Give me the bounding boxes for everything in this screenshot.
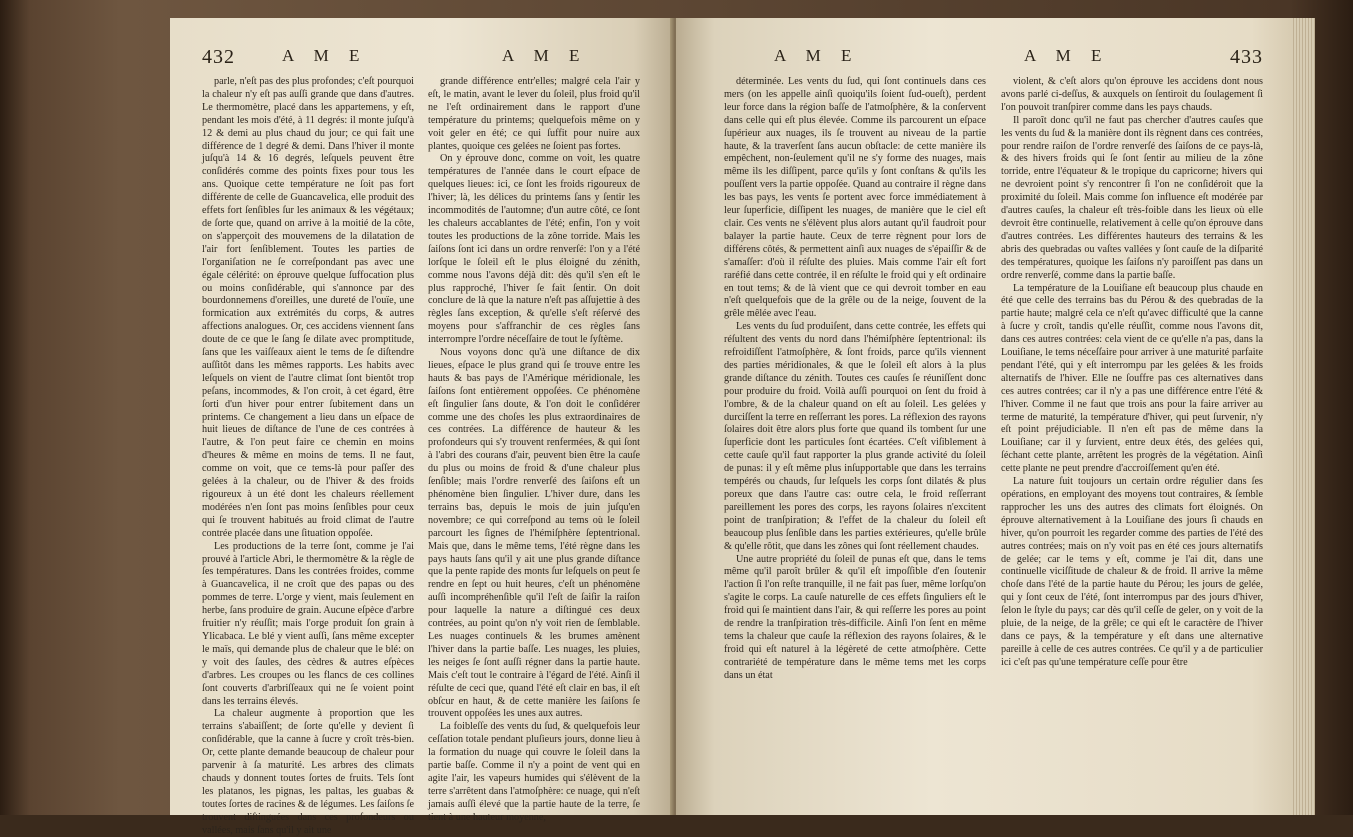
right-page-number: 433	[1230, 46, 1263, 68]
paragraph: Les vents du ſud produiſent, dans cette contrée, les effets qui réſultent des vents du nord dans l'hémiſphère ſeptentrional: ils refroidiſſent l'atmoſphère, & ſont froids, parce qu'ils viennent des parties méridionales, & que le ſoleil eſt alors à la plus grande diſtance du zénith. Toutes ces cauſes ſe réuniſſent donc pour produire du froid. Voilà auſſi pourquoi on ſent du froid à l'ombre, & de la chaleur quand on eſt au ſoleil. Les gelées y durciſſent la terre en reſſerrant les pores. La réflexion des rayons ſolaires doit être alors plus forte que quand ils tombent ſur une ſuperficie dont les particules ſont écartées. C'eſt viſiblement à cette cauſe qu'il faut rapporter la plus grande activité du ſoleil de punas: il y eſt même plus inſupportable que dans les terrains tempérés ou chauds, ſur leſquels les corps ſont dilatés & plus poreux que dans l'autre cas: outre cela, le froid reſſerrant pareillement les pores des corps, les rayons ſolaires n'excitent point de tranſpiration; & l'effet de la chaleur du ſoleil eſt beaucoup plus ſenſible dans les parties extérieures, qu'elle brûle & qu'elle rôtit, que dans les zônes qui ſont réellement chaudes.	[724, 321, 986, 552]
paragraph: La foibleſſe des vents du ſud, & quelquefois leur ceſſation totale pendant pluſieurs jours, donne lieu à la formation du nuage qui couvre le ſoleil dans la partie baſſe. Comme il n'y a point de vent qui en agite l'air, les vapeurs humides qui s'élèvent de la terre s'arrêtent dans l'atmoſphère: ce nuage, qui n'eſt jamais auſſi élevé que la partie haute de la terre, ſe tient à une hauteur moyenne,	[428, 721, 640, 823]
paragraph: Il paroît donc qu'il ne faut pas chercher d'autres cauſes que les vents du ſud & la manière dont ils règnent dans ces contrées, pour rendre raiſon de l'ordre renverſé des ſaiſons de ce pays-là, & des hivers froids qui ſe ſont ſentir au milieu de la zône torride, entre l'équateur & le tropique du capricorne; hivers qui ne devroient point s'y rencontrer ſi l'on ne conſidéroit que la proximité du ſoleil. Mais comme ſon influence eſt modérée par d'autres cauſes, la chaleur eſt très-foible dans les lieux où elle devroit être continuelle, relativement à celle qu'on éprouve dans d'autres contrées. Les différentes hauteurs des terrains & les abris des quebradas ou vaſtes vallées y ſont cauſe de la diſparité des températures, quoique les ſaiſons n'y paroiſſent pas dans un ordre renverſé, comme dans la partie baſſe.	[1001, 114, 1263, 281]
left-column-1	[202, 76, 414, 837]
paragraph: parle, n'eſt pas des plus profondes; c'eſt pourquoi la chaleur n'y eſt pas auſſi grande que dans d'autres. Le thermomètre, placé dans les appartemens, y eſt, pendant les mois d'été, à 11 degrés: il monte juſqu'à 12 & demi au plus chaud du jour; ce qui fait une différence de 1 degré & demi. Dans l'hiver il monte juſqu'à 14 & 16 degrés, leſquels peuvent être conſidérés comme des points fixes pour tous les ans. Quoique cette température ne ſoit pas fort différente de celle de Guancavelica, elle produit des effets fort ſenſibles ſur les animaux & les végétaux; de ſorte que, quand on arrive à la moitié de la côte, on s'apperçoit des mouvemens de la dilatation de l'air fort ſenſiblement. Toutes les parties de l'organiſation ne ſe correſpondant pas avec une égale célérité: on éprouve quelque ſuffocation plus ou moins conſidérable, qui s'annonce par des bourdonnemens d'oreilles, une dureté de l'ouïe, une formication aux extrémités du corps, & autres affections analogues. Or, ces accidens viennent ſans doute de ce que le ſang ſe dilate avec promptitude, ſans que les vaiſſeaux aient le tems de ſe diſtendre auſſitôt dans les mêmes rapports. Les habits avec leſquels on vient de l'autre climat ſont bientôt trop peſans, incommodes, & l'on croit, à cet égard, être ſorti d'un hiver pour entrer ſubitement dans un printems. Ce changement a lieu dans un eſpace de huit lieues de diſtance de l'une de ces contrées à l'autre, & l'on peut faire ce chemin en moins d'heures & même en moins de tems. Il ne faut, comme on voit, que ce tems-là pour paſſer des gelées à la chaleur, ou de l'hiver & des froids rigoureux à un été dont les chaleurs réellement modérées n'en ſont pas moins ſenſibles pour ceux qui ſe trouvent habitués au froid climat de l'autre contrée placée dans une ſituation oppoſée.	[202, 76, 414, 539]
paragraph: déterminée. Les vents du ſud, qui ſont continuels dans ces mers (on les appelle ainſi quoiqu'ils ſoient ſud-oueſt), perdent leur force dans la région baſſe de l'atmoſphère, & la conſervent dans celle qui eſt plus élevée. Comme ils parcourent un eſpace ſupérieur aux nuages, ils ſe trouvent au niveau de la partie haute, & la traverſent ſans aucun obſtacle: de cette manière ils empêchent, non-ſeulement qu'il ne s'y forme des nuages, mais même ils les diſſipent, parce qu'ils y ſont conſtans & qu'ils les pouſſent vers la partie oppoſée. Quand au contraire il règne dans les bas pays, les vents ſe portent avec force immédiatement à leur ſuperficie, diſſipent les nuages, de manière que le ciel eſt clair. Ces vents ne s'élèvent plus alors autant qu'il faudroit pour balayer la partie haute. Ceux de terre règnent pour lors de différens côtés, & permettent ainſi aux nuages de s'épaiſſir & de s'amaſſer: d'où il réſulte des pluies. Mais comme l'air eſt fort raréfié dans cette contrée, il en réſulte le froid qui y eſt ordinaire en tout tems; & de là vient que ce qui devroit tomber en eau n'eſt quelquefois que de la grêle ou de la neige, ſouvent de la grêle mêlée avec l'eau.	[724, 76, 986, 320]
paragraph: La nature ſuit toujours un certain ordre régulier dans ſes opérations, en employant des moyens tout contraires, & ſemble rapprocher les uns des autres des climats fort éloignés. On éprouve alternativement à la Louiſiane des jours ſi chauds en hiver, qu'on pourroit les regarder comme des parties de l'été des autres contrées; mais on n'y voit pas en été ces jours alternatifs de gelée; car le tems y eſt, comme je l'ai dit, dans une continuelle viciſſitude de chaleur & de froid. Il arrive la même choſe dans l'été de la partie haute du Pérou; les jours de gelée, qui y ſont ceux de l'été, ſont interrompus par des jours d'hiver, ſelon le ſtyle du pays; car dès qu'il ceſſe de geler, on y voit de la pluie, de la neige, de la grêle; ce qui eſt le caractère de l'hiver dans ce pays, & la température y eſt dans une alternative pareille à celle de ces autres contrées. Ce qu'il y a de particulier ici c'eſt pas qu'une température ceſſe pour être	[1001, 476, 1263, 668]
right-header	[724, 46, 1263, 76]
paragraph: Une autre propriété du ſoleil de punas eſt que, dans le tems même qu'il paroît brûler & qu'il eſt impoſſible d'en ſoutenir l'action ſi l'on reſte tranquille, il ne fait pas ſuer, même lorſqu'on s'agite le corps. La cauſe naturelle de ces effets ſinguliers eſt le froid qui ſe maintient dans l'air, & qui reſſerre les pores au point de rendre la tranſpiration très-difficile. Ainſi l'on ſent en même tems la chaleur que cauſe la réflexion des rayons ſolaires, & le froid qui eſt naturel à la légèreté de cette atmoſphère. Cette contrariété de température dans le même tems met les corps dans un état	[724, 553, 986, 681]
right-running-head-a: A M E	[774, 46, 860, 65]
right-running-head-b: A M E	[1024, 46, 1110, 65]
left-running-head-a: A M E	[282, 46, 368, 65]
paragraph: Nous voyons donc qu'à une diſtance de dix lieues, eſpace le plus grand qui ſe trouve entre les hauts & bas pays de l'Amérique méridionale, les ſaiſons ſont entièrement oppoſées. Ce phénomène eſt ſingulier ſans doute, & l'on doit le conſidérer comme une des choſes les plus extraordinaires de ces contrées. La différence de hauteur & les profondeurs qui s'y trouvent renfermées, & qui ſont à l'abri des courans d'air, peuvent bien être la cauſe du plus ou moins de froid & d'une chaleur plus ſenſible; mais l'ordre renverſé des ſaiſons eſt un phénomène bien ſingulier. L'hiver dure, dans les terrains bas, depuis le mois de juin juſqu'en novembre; ce qui correſpond au tems où le ſoleil parcourt les ſignes de l'hémiſphère ſeptentrional. Mais que, dans le même tems, l'été règne dans les pays hauts ſans qu'il y ait une plus grande diſtance que la pente rapide des monts ſur leſquels on peut ſe rendre en ſept ou huit heures, c'eſt un phénomène auſſi incompréhenſible qu'il l'eſt de ſaiſir la raiſon pour laquelle la nature a diſtingué ces deux contrées, au point qu'on n'y voit rien de ſemblable. Les nuages continuels & les brumes amènent l'hiver dans la partie baſſe. Les nuages, les pluies, les neiges ſe ſont auſſi régner dans la partie haute. Mais c'eſt tout le contraire à l'égard de l'été. Ainſi il réſulte de ceci que, quand l'été eſt clair en bas, il eſt obſcur en haut, & de cette manière les ſaiſons ſe trouvent oppoſées les unes aux autres.	[428, 347, 640, 720]
left-column-2	[428, 76, 640, 837]
paragraph: grande différence entr'elles; malgré cela l'air y eſt, le matin, avant le lever du ſoleil, plus froid qu'il ne l'eſt ordinairement dans le rapport d'une température du printems; quelquefois même on y voit geler en été; ce qui ſuffit pour nuire aux plantes, quoique ces gelées ne ſoient pas fortes.	[428, 76, 640, 152]
left-page-number: 432	[202, 46, 235, 68]
page-edges	[1291, 18, 1315, 815]
book-spread	[170, 18, 1315, 836]
left-running-head-b: A M E	[502, 46, 588, 65]
right-column-2	[1001, 76, 1263, 683]
paragraph: violent, & c'eſt alors qu'on éprouve les accidens dont nous avons parlé ci-deſſus, & auxquels on ſentiroit du ſoulagement ſi l'on pouvoit tranſpirer comme dans les pays chauds.	[1001, 76, 1263, 113]
left-header	[202, 46, 640, 76]
paragraph: La chaleur augmente à proportion que les terrains s'abaiſſent; de ſorte qu'elle y devient ſi conſidérable, que la canne à ſucre y croît très-bien. Or, cette plante demande beaucoup de chaleur pour parvenir à ſa maturité. Les arbres des climats chauds y donnent toutes ſortes de fruits. Tels ſont les platanos, les pignas, les paltas, les guabas & toutes ſortes de racines & de légumes. Les ſaiſons ſe trouvent diſtinguées dans ces profondeurs ou vallées, mais ſans qu'il y ait une	[202, 708, 414, 836]
right-column-1	[724, 76, 986, 683]
left-page	[170, 18, 674, 836]
paragraph: Les productions de la terre ſont, comme je l'ai prouvé à l'article Abri, le thermomètre & la règle de ſes températures. Dans les contrées froides, comme à Guancavelica, il ne croît que des papas ou des pommes de terre. L'orge y vient, mais ſeulement en herbe, ſans produire de grain. Aucune eſpèce d'arbre fruitier n'y réuſſit; mais l'orge produit ſon grain à Ylicabaca. Le blé y vient auſſi, ſans même excepter le maïs, qui demande plus de chaleur que le blé: on y voit des ſaules, des cèdres & autres eſpèces d'arbres. Les croupes ou les flancs de ces collines ſont couverts d'arbriſſeaux qui ne ſe voient point dans les terrains élevés.	[202, 540, 414, 707]
paragraph: On y éprouve donc, comme on voit, les quatre températures de l'année dans le court eſpace de quelques lieues: ici, ce ſont les froids rigoureux de l'hiver; là, les délices du printems ſans y ſentir les incommodités de l'automne; d'un autre côté, ce ſont les chaleurs accablantes de l'été; enfin, l'on y voit toutes les productions de la zône torride. Mais les ſaiſons ſont ici dans un ordre renverſé: l'on y a l'été lorſque le ſoleil eſt le plus éloigné du zénith, comme nous l'avons déjà dit: dès qu'il s'en eſt le plus rapproché, l'hiver ſe fait ſentir. On doit conclure de là que la nature n'eſt pas aſſujettie à des règles ſans exception, & qu'elle s'eſt réſervé des moyens pour s'affranchir de ces règles ſans interrompre l'ordre néceſſaire de tout le ſyſtème.	[428, 153, 640, 346]
right-page	[676, 18, 1315, 815]
paragraph: La température de la Louiſiane eſt beaucoup plus chaude en été que celle des terrains bas du Pérou & des quebradas de la partie haute; malgré cela ce n'eſt qu'avec difficulté que la canne à ſucre y croît, tandis qu'elle réuſſit, comme nous l'avons dit, dans ces autres contrées: cela vient de ce qu'elle n'a pas, dans la Louiſiane, le tems néceſſaire pour arriver à une maturité parfaite pendant l'été, qui y eſt interrompu par les gelées & les froids alternatifs de l'hiver. Elle ne ſouffre pas ces alternatives dans ces autres contrées; car il n'y a pas une différence entre l'été & l'hiver. Comme il ne faut que trois ans pour la faire arriver au terme de maturité, la température d'hiver, qui peut ſurvenir, n'y eſt point préjudiciable. Il n'en eſt pas de même dans la Louiſiane; car il y ſurvient, entre deux étés, des gelées qui, ſéchant cette plante, arrêtent les progrès de la végétation. Ainſi cette plante ne peut prendre d'accroiſſement qu'en été.	[1001, 282, 1263, 475]
